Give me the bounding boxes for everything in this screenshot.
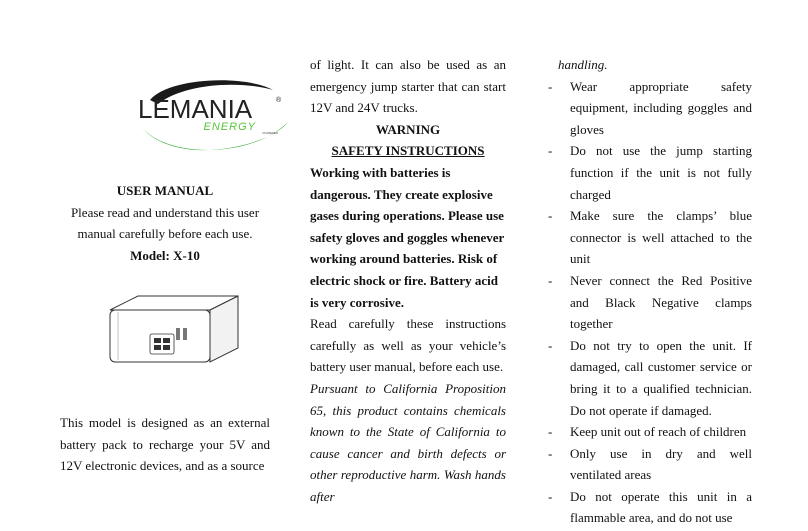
manual-subtitle: Please read and understand this user manual carefully before each use. (70, 204, 260, 242)
logo-registered-mark: ® (276, 97, 282, 104)
safety-list-item-text: Only use in dry and well ventilated areas (570, 445, 752, 483)
battery-pack-illustration (98, 290, 248, 370)
warning-heading: WARNING (375, 121, 441, 137)
safety-list-item-text: Do not use the jump starting function if the unit is not fully charged (570, 143, 752, 202)
prop65-text: Pursuant to California Proposition 65, this product contains chemicals known to the State of California to cause cancer and birth defects or other reproductive harm. Wash hands after (310, 380, 506, 504)
safety-list-item-text: Do not operate this unit in a flammable area, and do not use (570, 488, 752, 526)
manual-title: USER MANUAL (116, 183, 214, 198)
intro-paragraph: This model is designed as an external battery pack to recharge your 5V and 12V electronic devices, and as a source (60, 415, 270, 474)
model-label: Model: X-10 (130, 247, 200, 263)
safety-list-item (548, 443, 752, 486)
bullet-dash: - (548, 424, 553, 440)
bullet-dash: - (548, 488, 553, 504)
safety-list-item (548, 335, 752, 421)
bullet-dash: - (548, 78, 553, 94)
logo-sub-text: ENERGY (203, 121, 256, 133)
manual-heading-block (60, 180, 270, 266)
safety-list-item-text: Keep unit out of reach of children (570, 424, 747, 440)
bullet-dash: - (548, 208, 553, 224)
handling-continuation: handling. (558, 57, 608, 72)
safety-list-item (548, 270, 752, 335)
safety-list-item (548, 486, 752, 529)
safety-list-item (548, 421, 752, 443)
safety-list-item-text: Do not try to open the unit. If damaged, call customer service or bring it to a qualified technician. Do not operate if damaged. (570, 337, 752, 418)
intro-continuation: of light. It can also be used as an emergency jump starter that can start 12V and 24V trucks. (310, 57, 506, 116)
lemania-energy-logo (128, 70, 298, 160)
safety-list-item-text: Make sure the clamps’ blue connector is well attached to the unit (570, 208, 752, 267)
safety-list-item-text: Never connect the Red Positive and Black Negative clamps together (570, 272, 752, 332)
logo-brand-text: LEMANIA (138, 94, 253, 124)
read-instructions-text: Read carefully these instructions carefully as well as your vehicle’s battery user manual, before each use. (310, 316, 506, 375)
bullet-dash: - (548, 337, 553, 353)
logo-tagline: POWERED (262, 131, 278, 135)
safety-instructions-heading: SAFETY INSTRUCTIONS (331, 143, 485, 159)
safety-list-item (548, 140, 752, 205)
safety-list-item-text: Wear appropriate safety equipment, including goggles and gloves (570, 78, 752, 137)
safety-list-item (548, 205, 752, 270)
bullet-dash: - (548, 445, 553, 461)
safety-list-item (548, 76, 752, 141)
bullet-dash: - (548, 143, 553, 159)
warning-text: Working with batteries is dangerous. They create explosive gases during operations. Please use safety gloves and goggles whenever working around batteries. Risk of electric shock or fire. Battery acid is very corrosive. (310, 164, 505, 310)
bullet-dash: - (548, 272, 553, 288)
